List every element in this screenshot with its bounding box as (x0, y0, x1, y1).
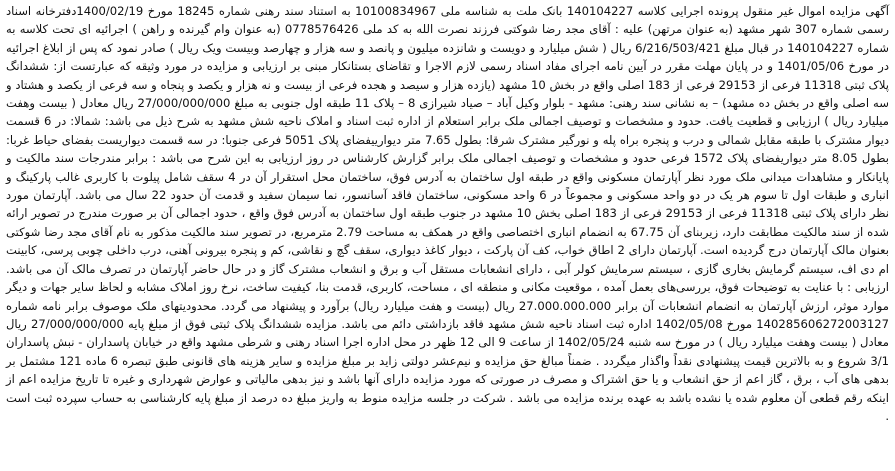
notice-paragraph: آگهی مزایده اموال غیر منقول پرونده اجرایی کلاسه 140104227 بانک ملت به شناسه ملی 10100834967 به استناد سند رهنی شماره 18245 مورخ 1400/02/19دفترخانه اسناد رسمی شماره 307 شهر مشهد (به عنوان مرتهن) علیه : آقای مجد رضا شوکتی فرزند نصرت الله به کد ملی 0778576426 (به عنوان وام گیرنده و راهن ) اجرائیه ای تحت کلاسه به شماره 140104227 در قبال مبلغ 6/216/503/421 ریال ( شش میلیارد و دویست و شانزده میلیون و پانصد و سه هزار و چهارصد وبیست ویک ریال ) صادر نمود که پس از ابلاغ اجرائیه در مورخ 1401/05/06 و در پایان مهلت مقرر در آیین نامه اجرای مفاد اسناد رسمی لازم الاجرا و تقاضای بستانکار مبنی بر ارزیابی و مزایده در مورد وثیقه که عبارتست از: ششدانگ پلاک ثبتی 11318 فرعی از 29153 فرعی از 183 اصلی واقع در بخش 10 مشهد (یازده هزار و سیصد و هجده فرعی از بیست و نه هزار و یکصد و پنجاه و سه فرعی از یکصد و هشتاد و سه اصلی واقع در بخش ده مشهد) – به نشانی سند رهنی: مشهد - بلوار وکیل آباد – صیاد شیرازی 8 – پلاک 11 طبقه اول جنوبی به مبلغ 27/000/000/000 ریال معادل ( بیست وهفت میلیارد ریال ) ارزیابی و قطعیت یافت. حدود و مشخصات و توصیف اجمالی ملک برابر استعلام از اداره ثبت اسناد و املاک ناحیه شش مشهد به شرح ذیل می باشد: شمالا: در 6 قسمت دیوار مشترک با طبقه مقابل شمالی و درب و پنجره براه پله و نورگیر مشترک شرقا: بطول 7.65 متر دیوارییفضای پلاک 5051 فرعی جنوبا: در سه قسمت دیواریست بفضای حیاط غربا: بطول 8.05 متر دیواریفضای پلاک 1572 فرعی حدود و مشخصات و توصیف اجمالی ملک برابر گزارش کارشناس در روز ارزیابی به این شرح می باشد : برابر مندرجات سند مالکیت و پایانکار و مشاهدات میدانی ملک مورد نظر آپارتمان مسکونی واقع در طبقه اول ساختمان به آدرس فوق، ساختمان محل استقرار آن در 4 سقف شامل پیلوت با کاربری غالب پارکینگ و انباری و طبقات اول تا سوم هر یک در دو واحد مسکونی و مجموعاً در 6 واحد مسکونی، ساختمان فاقد آسانسور، نما سیمان سفید و قدمت آن حدود 22 سال می باشد. آپارتمان مورد نظر دارای پلاک ثبتی 11318 فرعی از 29153 فرعی از 183 اصلی بخش 10 مشهد در جنوب طبقه اول ساختمان به آدرس فوق واقع ، حدود اجمالی آن بر صورت مندرج در تصویر ارائه شده از سند مالکیت مطابقت دارد، زیربنای آن 67.75 به انضمام انباری اختصاصی واقع در همکف به مساحت 2.79 مترمربع، در تصویر سند مالکیت مذکور به نام آقای مجد رضا شوکتی بعنوان مالک آپارتمان درج گردیده است. آپارتمان دارای 2 اطاق خواب، کف آن پارکت ، دیوار کاغذ دیواری، سقف گچ و نقاشی، کم و پنجره بیرونی آهنی، درب داخلی چوبی پرسی، کابینت ام دی اف، سیستم گرمایش بخاری گازی ، سیستم سرمایش کولر آبی ، دارای انشعابات مستقل آب و برق و انشعاب مشترک گاز و در حال حاضر آپارتمان در تصرف مالک آن می باشد. ارزیابی : با عنایت به توضیحات فوق، بررسی‌های بعمل آمده ، موقعیت مکانی و منطقه ای ، مساحت، کاربری، قدمت بنا، کیفیت ساخت، نرخ روز املاک مشابه و لحاظ سایر جهات و دیگر موارد موثر، ارزش آپارتمان به انضمام انشعابات آن برابر 27.000.000.000 ریال (بیست و هفت میلیارد ریال) برآورد و پیشنهاد می گردد. محدودیتهای ملک موصوف برابر نامه شماره 140285606272003127 مورخ 1402/05/08 اداره ثبت اسناد ناحیه شش مشهد فاقد بازداشتی دائم می باشد. مزایده ششدانگ پلاک ثبتی فوق از مبلغ پایه 27/000/000/000 ریال معادل ( بیست وهفت میلیارد ریال ) در مورخ سه شنبه 1402/05/24 از ساعت 9 الی 12 ظهر در محل اداره اجرا اسناد رهنی و شرطی مشهد واقع در خیابان پاسداران - نبش پاسداران 3/1 شروع و به بالاترین قیمت پیشنهادی نقداً واگذار میگردد . ضمناً مبالغ حق مزایده و نیم‌عشر دولتی زاید بر مبلغ مزایده و سایر هزینه های قانونی طبق تبصره 6 ماده 121 مشتمل بر بدهی های آب ، برق ، گاز اعم از حق انشعاب و یا حق اشتراک و مصرف در صورتی که مورد مزایده دارای آنها باشد و نیز بدهی مالیاتی و عوارض شهرداری و غیره تا تاریخ مزایده اعم از اینکه رقم قطعی آن معلوم شده یا نشده باشد به عهده برنده مزایده می باشد . شرکت در جلسه مزایده منوط به واریز مبلغ ده درصد از مبلغ پایه کارشناسی به حساب سپرده ثبت است . (6, 4, 890, 423)
